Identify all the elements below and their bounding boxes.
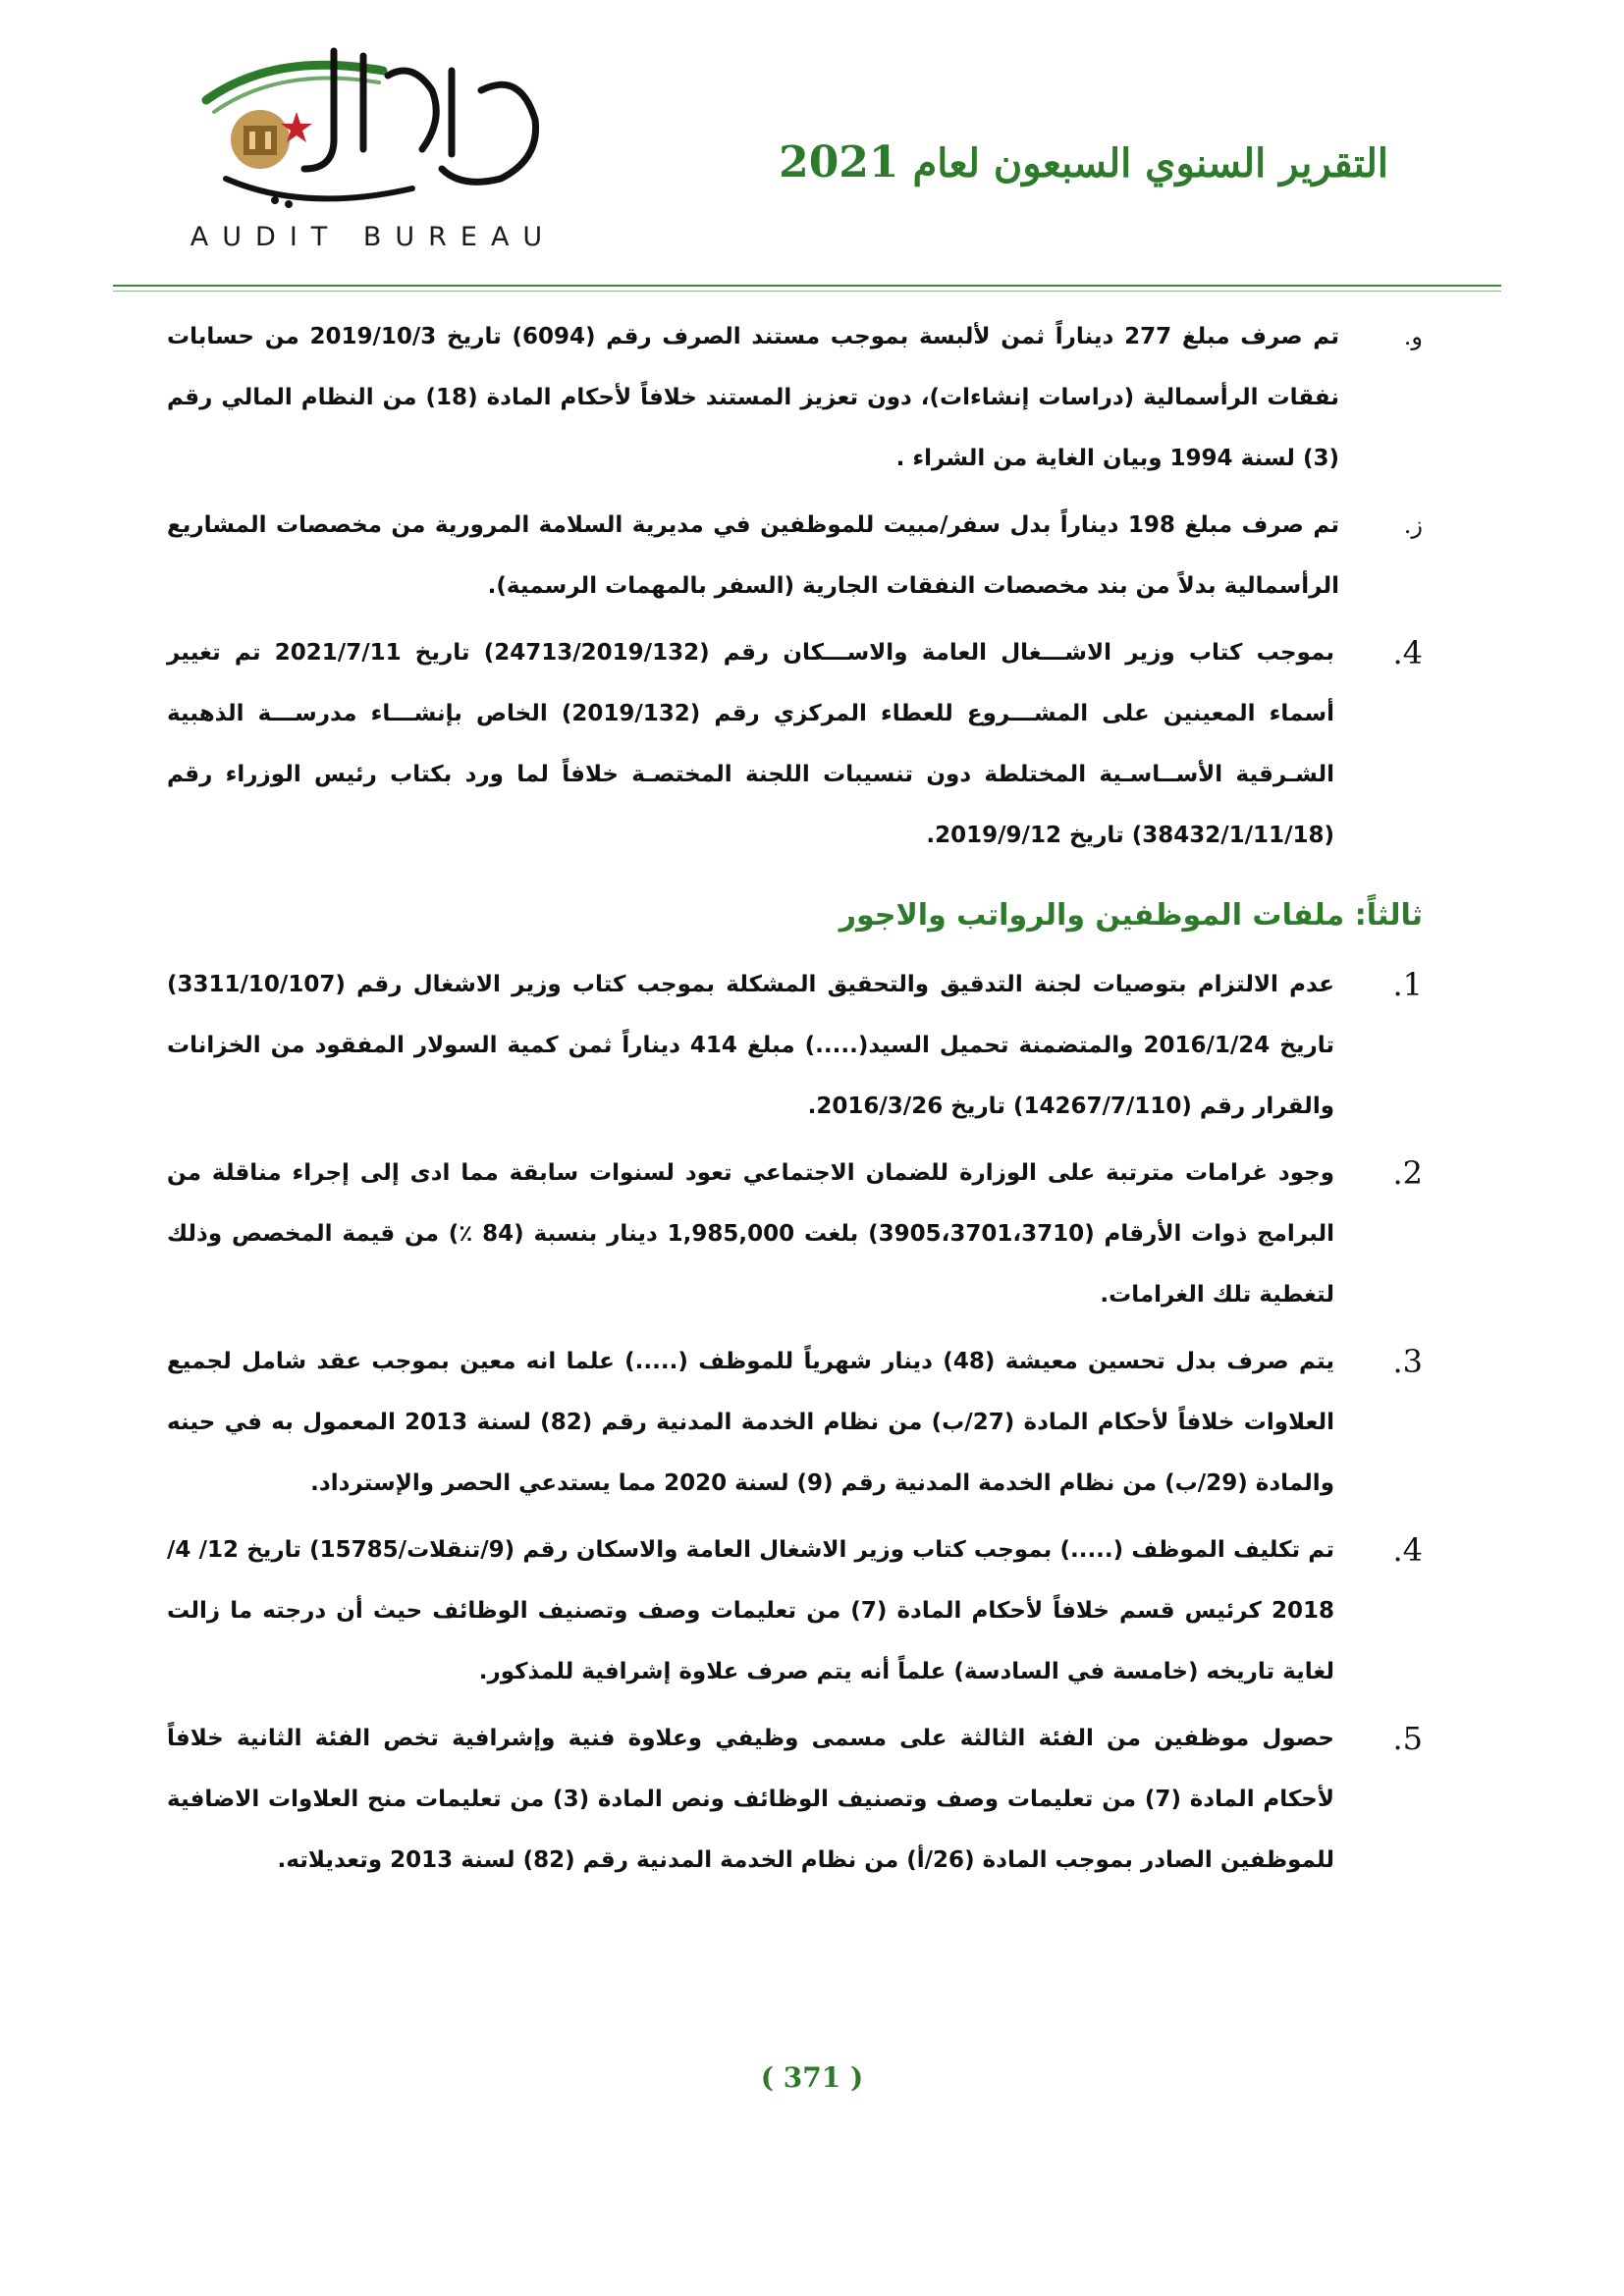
item-number: 4. [1392,634,1423,671]
item-number: ز. [1403,511,1423,539]
list-item [167,622,1423,866]
item-number: 2. [1392,1154,1423,1192]
item-text: عدم الالتزام بتوصيات لجنة التدقيق والتحقيق المشكلة بموجب كتاب وزير الاشغال رقم (3311/10/107) تاريخ 2016/1/24 والمتضمنة تحميل السيد(.....) مبلغ 414 ديناراً ثمن كمية السولار المفقود من الخزانات والقرار رقم (14267/7/110) تاريخ 2016/3/26. [167,972,1335,1119]
item-text: تم صرف مبلغ 277 ديناراً ثمن لألبسة بموجب مستند الصرف رقم (6094) تاريخ 2019/10/3 من حسابات نفقات الرأسمالية (دراسات إنشاءات)، دون تعزيز المستند خلافاً لأحكام المادة (18) من النظام المالي رقم (3) لسنة 1994 وبيان الغاية من الشراء . [167,324,1339,471]
item-number: و. [1403,323,1423,350]
list-item [167,495,1423,616]
item-number: 4. [1392,1531,1423,1569]
report-title-text: التقرير السنوي السبعون لعام [912,140,1388,187]
list-item [167,1520,1423,1702]
list-item [167,306,1423,489]
item-text: وجود غرامات مترتبة على الوزارة للضمان الاجتماعي تعود لسنوات سابقة مما ادى إلى إجراء مناقلة من البرامج ذوات الأرقام (3905،3701،3710) بلغت 1,985,000 دينار بنسبة (84 ٪) من قيمة المخصص وذلك لتغطية تلك الغرامات. [167,1160,1334,1308]
document-body [167,306,1423,1896]
item-text: بموجب كتاب وزير الاشـــغال العامة والاســـكان رقم (24713/2019/132) تاريخ 2021/7/11 تم تغيير أسماء المعينين على المشـــروع للعطاء المركزي رقم (2019/132) الخاص بإنشـــاء مدرســـة الذهبية الشـرقية الأســاسـية المختلطة دون تنسيبات اللجنة المختصـة خلافاً لما ورد بكتاب رئيس الوزراء رقم (38432/1/11/18) تاريخ 2019/9/12. [167,640,1334,848]
item-text: حصول موظفين من الفئة الثالثة على مسمى وظيفي وعلاوة فنية وإشرافية تخص الفئة الثانية خلافاً لأحكام المادة (7) من تعليمات وصف وتصنيف الوظائف ونص المادة (3) من تعليمات منح العلاوات الاضافية للموظفين الصادر بموجب المادة (26/أ) من نظام الخدمة المدنية رقم (82) لسنة 2013 وتعديلاته. [167,1726,1335,1873]
list-item [167,1143,1423,1325]
logo-caption: AUDIT BUREAU [189,222,557,252]
section-heading: ثالثاً: ملفات الموظفين والرواتب والاجور [839,898,1423,933]
report-title [779,137,1388,187]
report-year: 2021 [779,137,899,187]
item-text: يتم صرف بدل تحسين معيشة (48) دينار شهرياً للموظف (.....) علما انه معين بموجب عقد شامل لجميع العلاوات خلافاً لأحكام المادة (27/ب) من نظام الخدمة المدنية رقم (82) لسنة 2013 المعمول به في حينه والمادة (29/ب) من نظام الخدمة المدنية رقم (9) لسنة 2020 مما يستدعي الحصر والإسترداد. [167,1349,1335,1496]
item-text: تم تكليف الموظف (.....) بموجب كتاب وزير الاشغال العامة والاسكان رقم (9/تنقلات/15785) تاريخ 12/ 4/ 2018 كرئيس قسم خلافاً لأحكام المادة (7) من تعليمات وصف وتصنيف الوظائف حيث أن درجته ما زالت لغاية تاريخه (خامسة في السادسة) علماً أنه يتم صرف علاوة إشرافية للمذكور. [167,1537,1334,1684]
list-item [167,1331,1423,1514]
page-number: ( 371 ) [760,2061,864,2094]
item-number: 5. [1392,1720,1423,1757]
header-rule-thin [113,291,1501,292]
header-rule [113,285,1501,287]
item-number: 3. [1392,1343,1423,1380]
list-item [167,1708,1423,1891]
item-number: 1. [1392,966,1423,1003]
list-item [167,954,1423,1137]
item-text: تم صرف مبلغ 198 ديناراً بدل سفر/مبيت للموظفين في مديرية السلامة المرورية من مخصصات المشاريع الرأسمالية بدلاً من بند مخصصات النفقات الجارية (السفر بالمهمات الرسمية). [167,512,1339,599]
